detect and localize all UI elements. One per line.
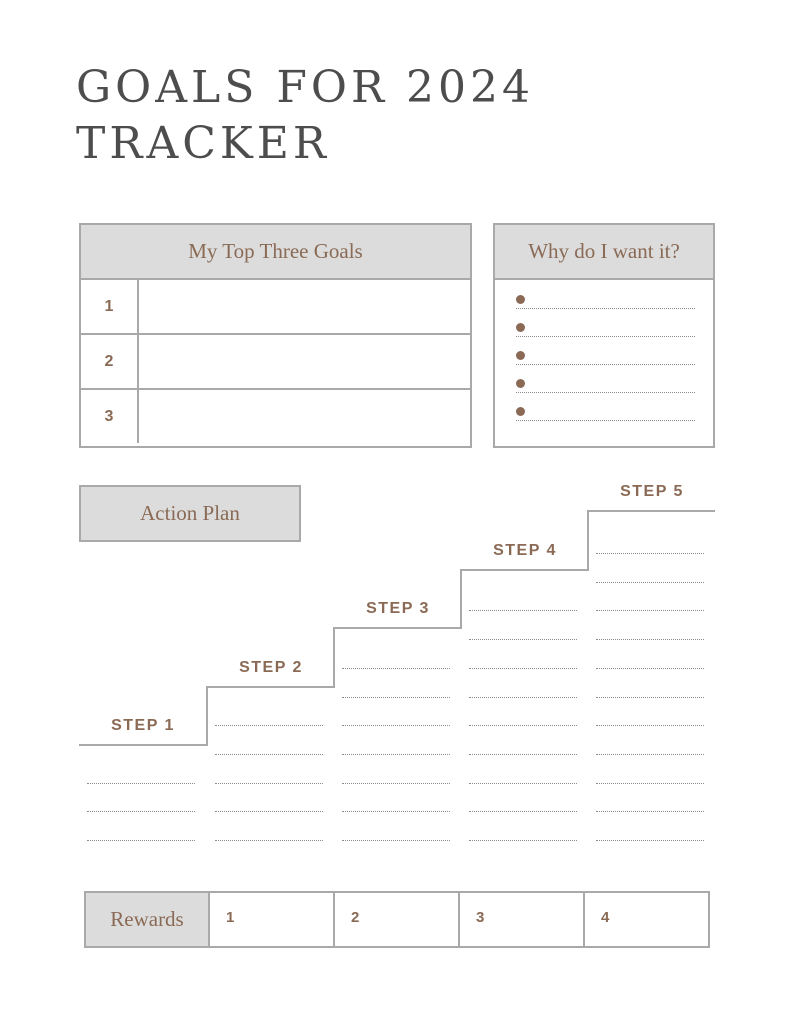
step-2-line[interactable] [215,725,323,726]
page-title [76,60,534,172]
title-line-2: TRACKER [76,118,331,169]
step-3-line[interactable] [342,840,450,841]
goal-entry-2[interactable] [139,335,470,388]
step-4-line[interactable] [469,754,577,755]
why-bullet-row[interactable] [495,336,713,364]
goal-entry-1[interactable] [139,280,470,333]
step-1-line[interactable] [87,811,195,812]
step-4-line[interactable] [469,639,577,640]
goal-number: 2 [81,335,139,388]
top-goals-header: My Top Three Goals [81,225,470,280]
bullet-dot-icon [516,351,525,360]
step-2-line[interactable] [215,754,323,755]
step-5-line[interactable] [596,697,704,698]
step-4-line[interactable] [469,811,577,812]
step-1-line[interactable] [87,840,195,841]
goal-entry-3[interactable] [139,390,470,443]
rewards-table [84,891,710,948]
step-4-line[interactable] [469,725,577,726]
step-2-line[interactable] [215,811,323,812]
action-plan-label: Action Plan [81,487,299,540]
step-3-line[interactable] [342,725,450,726]
step-5-line[interactable] [596,725,704,726]
reward-cell-3[interactable]: 3 [460,893,585,946]
step-5-line[interactable] [596,783,704,784]
why-bullet-row[interactable] [495,392,713,420]
step-4-line[interactable] [469,840,577,841]
why-bullet-row[interactable] [495,280,713,308]
action-plan-box [79,485,301,542]
step-4-line[interactable] [469,668,577,669]
step-3-line[interactable] [342,783,450,784]
reward-cell-1[interactable]: 1 [210,893,335,946]
step-1-label: STEP 1 [111,717,175,734]
bullet-dot-icon [516,295,525,304]
step-2-line[interactable] [215,783,323,784]
goal-number: 3 [81,390,139,443]
rewards-label: Rewards [86,893,210,946]
step-4-line[interactable] [469,610,577,611]
why-bullet-row[interactable] [495,308,713,336]
step-2-label: STEP 2 [239,659,303,676]
goal-row [81,390,470,443]
reward-cell-4[interactable]: 4 [601,909,610,926]
why-bullet-row[interactable] [495,364,713,392]
step-3-label: STEP 3 [366,600,430,617]
title-line-1: GOALS FOR 2024 [76,62,535,113]
step-5-label: STEP 5 [620,483,684,500]
step-3-line[interactable] [342,697,450,698]
bullet-dot-icon [516,323,525,332]
step-4-line[interactable] [469,783,577,784]
top-goals-table [79,223,472,448]
why-header: Why do I want it? [495,225,713,280]
step-3-line[interactable] [342,668,450,669]
step-3-line[interactable] [342,811,450,812]
step-5-line[interactable] [596,811,704,812]
step-5-line[interactable] [596,610,704,611]
goal-row [81,335,470,390]
step-5-line[interactable] [596,553,704,554]
step-5-line[interactable] [596,668,704,669]
step-5-line[interactable] [596,840,704,841]
step-5-line[interactable] [596,582,704,583]
step-4-line[interactable] [469,697,577,698]
step-2-line[interactable] [215,840,323,841]
goal-number: 1 [81,280,139,333]
reward-cell-2[interactable]: 2 [335,893,460,946]
step-4-label: STEP 4 [493,542,557,559]
step-1-line[interactable] [87,783,195,784]
why-bullet-list [495,280,713,420]
why-box [493,223,715,448]
bullet-dot-icon [516,379,525,388]
bullet-dotted-line [516,420,695,421]
step-5-line[interactable] [596,639,704,640]
bullet-dot-icon [516,407,525,416]
goal-row [81,280,470,335]
step-3-line[interactable] [342,754,450,755]
step-5-line[interactable] [596,754,704,755]
